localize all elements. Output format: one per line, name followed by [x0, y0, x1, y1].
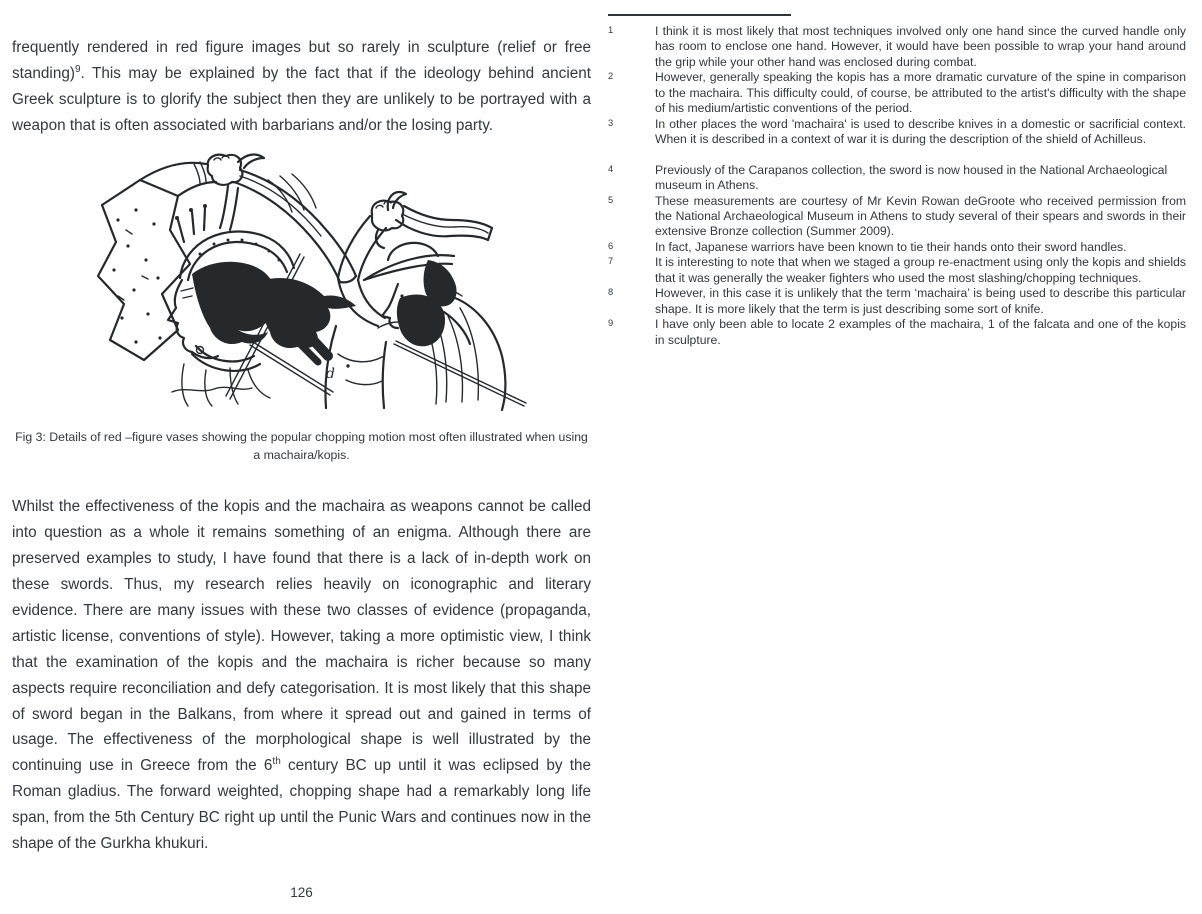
- paragraph-text: . This may be explained by the fact that if the ideology behind ancient Greek sculpture is to glorify the subject then they are unlikely to be portrayed with a weapon that is often associated with barbarians and/or the losing party.: [12, 65, 591, 135]
- page-number: 126: [290, 885, 313, 900]
- footnote-number: 7: [608, 256, 614, 267]
- footnote-text: I have only been able to locate 2 examples of the machaira, 1 of the falcata and one of the kopis in sculpture.: [655, 317, 1186, 347]
- footnote-2: [608, 70, 1186, 116]
- footnote-5: [608, 194, 1186, 240]
- footnote-number: 8: [608, 287, 614, 298]
- footnotes-column: [608, 24, 1186, 348]
- paragraph-text: frequently rendered in red figure images but so rarely in sculpture (relief or free standing): [12, 39, 591, 83]
- footnote-number: 9: [608, 318, 614, 329]
- footnote-text: I think it is most likely that most techniques involved only one hand since the curved handle only has room to enclose one hand. However, it would have been possible to wrap your hand around the grip while your other hand was enclosed during combat.: [655, 24, 1186, 69]
- footnote-ref-9: 9: [74, 64, 81, 76]
- footnote-text: However, in this case it is unlikely that the term ‘machaira’ is being used to describe this particular shape. It is more likely that the term is just describing some sort of knife.: [655, 286, 1186, 316]
- paragraph-text: century BC up until it was eclipsed by the Roman gladius. The forward weighted, chopping shape had a remarkably long life span, from the 5th Century BC right up until the Punic Wars and continues now in the shape of the Gurkha khukuri.: [12, 757, 592, 853]
- body-paragraph-1: [12, 35, 591, 139]
- footnote-number: 2: [608, 71, 614, 82]
- footnote-text: In other places the word 'machaira' is used to describe knives in a domestic or sacrificial context. When it is described in a context of war it is during the description of the shield of Achilleus.: [655, 116, 1186, 147]
- footnote-text: In fact, Japanese warriors have been known to tie their hands onto their sword handles.: [655, 239, 1127, 254]
- footnote-text: These measurements are courtesy of Mr Kevin Rowan deGroote who received permission from the National Archaeological Museum in Athens to study several of their spears and swords in their extensive Bronze collection (Summer 2009).: [655, 193, 1186, 239]
- footnote-number: 4: [608, 163, 614, 174]
- footnote-text: However, generally speaking the kopis has a more dramatic curvature of the spine in comparison to the machaira. This difficulty could, of course, be attributed to the artist's difficulty with the shape of his medium/artistic conventions of the period.: [655, 70, 1186, 116]
- footnote-1: [608, 24, 1186, 70]
- footnote-7: [608, 255, 1186, 286]
- paragraph-text: Whilst the effectiveness of the kopis and the machaira as weapons cannot be called into question as a whole it remains something of an enigma. Although there are preserved examples to study, I have found that there is a lack of in-depth work on these swords. Thus, my research relies heavily on iconographic and literary evidence. There are many issues with these two classes of evidence (propaganda, artistic license, conventions of style). However, taking a more optimistic view, I think that the examination of the kopis and the machaira is richer because so many aspects require reconciliation and defy categorisation. It is most likely that this shape of sword began in the Balkans, from where it spread out and gained in terms of usage. The effectiveness of the morphological shape is well illustrated by the continuing use in Greece from the 6: [12, 498, 591, 775]
- ordinal-superscript: th: [272, 756, 281, 768]
- footnote-number: 3: [608, 117, 614, 128]
- footnote-separator-rule: [608, 14, 791, 16]
- footnote-text: Previously of the Carapanos collection, the sword is now housed in the National Archaeological museum in Athens.: [655, 162, 1168, 193]
- footnote-number: 1: [608, 25, 614, 35]
- body-paragraph-2: [12, 494, 591, 857]
- figure-sub-label: d: [326, 366, 335, 382]
- footnote-number: 5: [608, 194, 614, 205]
- footnote-3: [608, 117, 1186, 148]
- footnote-4: [608, 163, 1186, 194]
- footnote-9: [608, 317, 1186, 348]
- footnote-6: [608, 240, 1186, 255]
- footnote-8: [608, 286, 1186, 317]
- footnote-text: It is interesting to note that when we staged a group re-enactment using only the kopis and shields that it was generally the weaker fighters who used the most slashing/chopping techniques.: [655, 255, 1186, 285]
- vase-drawing-graphic: [88, 150, 558, 412]
- footnote-number: 6: [608, 240, 614, 251]
- figure-caption: Fig 3: Details of red –figure vases showing the popular chopping motion most often illustrated when using a machaira/kopis.: [15, 430, 588, 462]
- figure-illustration: [88, 150, 558, 412]
